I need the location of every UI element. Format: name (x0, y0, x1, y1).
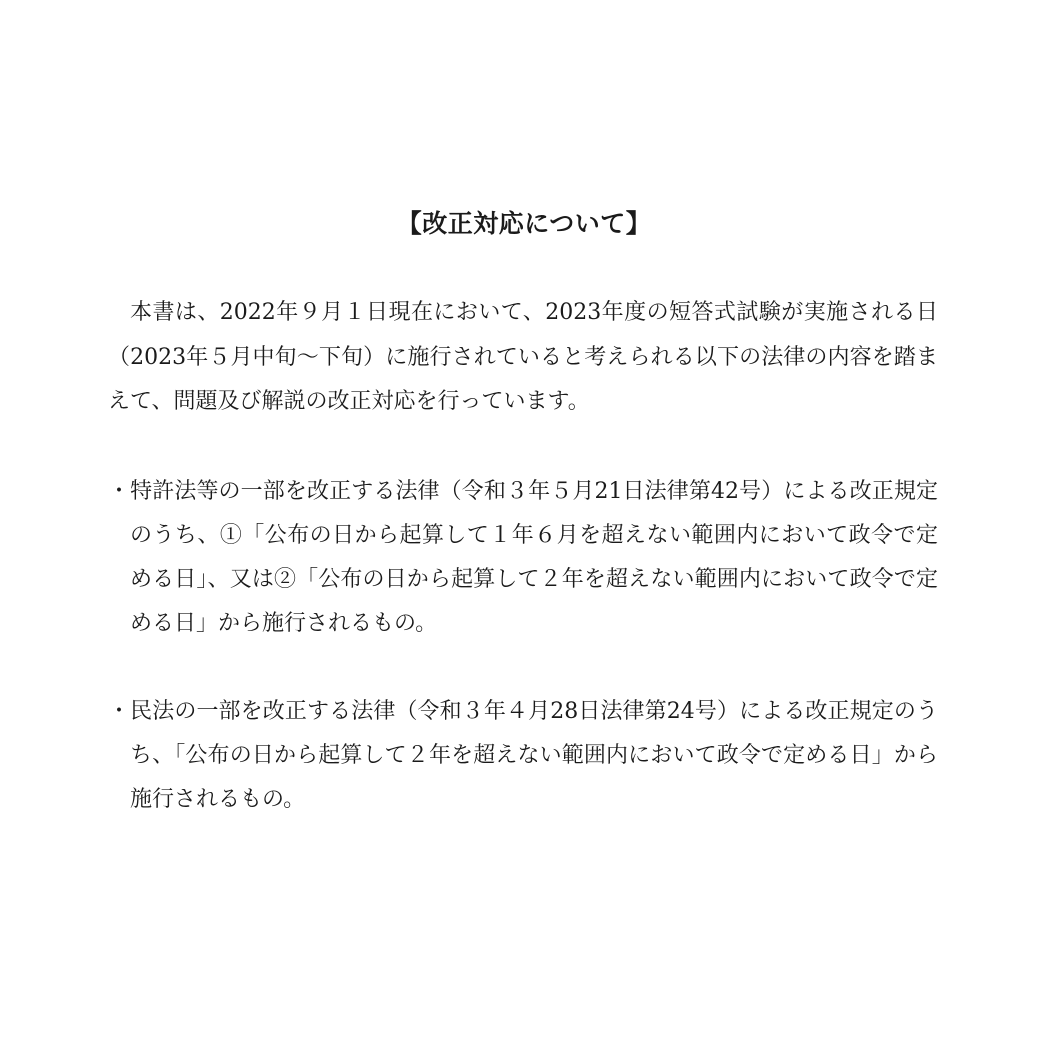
page-title: 【改正対応について】 (396, 209, 652, 238)
intro-paragraph: 本書は、2022年９月１日現在において、2023年度の短答式試験が実施される日（2023年５月中旬～下旬）に施行されていると考えられる以下の法律の内容を踏まえて、問題及び解説の改正対応を行っています。 (108, 300, 938, 414)
list-item (108, 470, 938, 646)
list-item-text: 特許法等の一部を改正する法律（令和３年５月21日法律第42号）による改正規定のうち、①「公布の日から起算して１年６月を超えない範囲内において政令で定める日」、又は②「公布の日から起算して２年を超えない範囲内において政令で定める日」から施行されるもの。 (130, 479, 938, 636)
bullet-marker: ・ (108, 699, 131, 724)
list-item (108, 690, 938, 822)
bullet-marker: ・ (108, 479, 131, 504)
list-item-text: 民法の一部を改正する法律（令和３年４月28日法律第24号）による改正規定のうち、「公布の日から起算して２年を超えない範囲内において政令で定める日」から施行されるもの。 (130, 699, 938, 812)
